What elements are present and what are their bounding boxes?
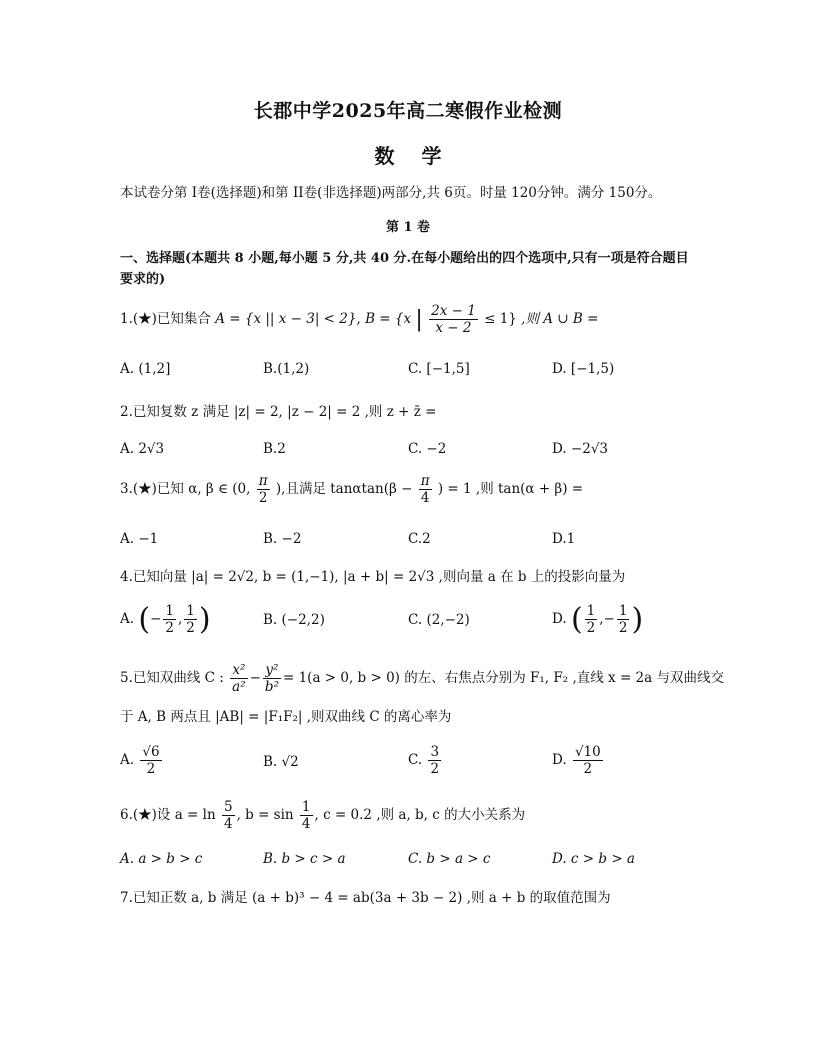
q4-option-c[interactable]: C. (2,−2) bbox=[408, 612, 470, 628]
q3-option-a[interactable]: A. −1 bbox=[120, 531, 159, 547]
q6-option-b[interactable]: B. b > c > a bbox=[263, 851, 346, 867]
q6-option-c[interactable]: C. b > a > c bbox=[408, 851, 491, 867]
q1-option-b[interactable]: B.(1,2) bbox=[263, 361, 310, 377]
q1-option-c[interactable]: C. [−1,5] bbox=[408, 361, 470, 377]
question-5-line-2: 于 A, B 两点且 |AB| = |F₁F₂| ,则双曲线 C 的离心率为 bbox=[120, 709, 452, 725]
q5-option-a[interactable]: A. $\frac{√6}{2}$ bbox=[120, 744, 160, 777]
q5-y-fraction: $\frac{\text{y²}}{\text{b²}}$ bbox=[264, 662, 279, 695]
q2-option-d[interactable]: D. −2√3 bbox=[552, 441, 609, 457]
q6-option-a[interactable]: A. a > b > c bbox=[120, 851, 203, 867]
q4-option-b[interactable]: B. (−2,2) bbox=[263, 612, 325, 628]
volume-heading: 第 1 卷 bbox=[385, 220, 431, 235]
q1-option-d[interactable]: D. [−1,5) bbox=[552, 361, 615, 377]
q5-option-d[interactable]: D. $\frac{√10}{2}$ bbox=[552, 744, 601, 777]
question-6: 6.(★)设 a = ln $\frac{5}{4}$ , b = sin $\frac{1}{4}$ , c = 0.2 ,则 a, b, c 的大小关系为 bbox=[120, 799, 526, 832]
q1-fraction: $\frac{2x - 1}{x - 2}$ bbox=[431, 303, 476, 336]
q1-prefix: 1.(★)已知集合 bbox=[120, 311, 211, 327]
q3-option-b[interactable]: B. −2 bbox=[263, 531, 302, 547]
q1-ask: ,则 A ∪ B = bbox=[521, 311, 599, 327]
question-5: 5.已知双曲线 C : $\frac{\text{x²}}{\text{a²}}$ − $\frac{\text{y²}}{\text{b²}}$ = 1(a > 0, b > 0) 的左、右焦点分别为 F₁, F₂ ,直线 x = 2a 与双曲线交 bbox=[120, 662, 724, 695]
q4-option-d[interactable]: D. ( $\frac{1}{2}$ ,− $\frac{1}{2}$ ) bbox=[552, 602, 644, 637]
q1-set-b-left: B = {x bbox=[365, 311, 412, 327]
q1-set-a: A = {x || x − 3| < 2} bbox=[215, 311, 357, 327]
subject-title: 数 学 bbox=[374, 144, 442, 168]
q5-option-b[interactable]: B. √2 bbox=[263, 754, 299, 770]
section-heading: 一、选择题(本题共 8 小题,每小题 5 分,共 40 分.在每小题给出的四个选项中,只有一项是符合题目要求的) bbox=[120, 251, 689, 287]
q3-fraction-1: $\frac{\pi}{2}$ bbox=[258, 473, 268, 506]
question-7: 7.已知正数 a, b 满足 (a + b)³ − 4 = ab(3a + 3b − 2) ,则 a + b 的取值范围为 bbox=[120, 890, 611, 906]
q3-fraction-2: $\frac{\pi}{4}$ bbox=[420, 473, 430, 506]
q5-x-fraction: $\frac{\text{x²}}{\text{a²}}$ bbox=[232, 662, 246, 695]
q1-set-b-right: ≤ 1} bbox=[484, 311, 517, 327]
question-4: 4.已知向量 |a| = 2√2, b = (1,−1), |a + b| = 2√3 ,则向量 a 在 b 上的投影向量为 bbox=[120, 569, 626, 585]
exam-instructions: 本试卷分第 I卷(选择题)和第 II卷(非选择题)两部分,共 6页。时量 120分钟。满分 150分。 bbox=[120, 185, 662, 201]
q1-option-a[interactable]: A. (1,2] bbox=[120, 361, 171, 377]
exam-title: 长郡中学2025年高二寒假作业检测 bbox=[253, 100, 563, 122]
q3-option-c[interactable]: C.2 bbox=[408, 531, 431, 547]
q4-option-a[interactable]: A. (− $\frac{1}{2}$ , $\frac{1}{2}$ ) bbox=[120, 602, 211, 637]
question-2: 2.已知复数 z 满足 |z| = 2, |z − 2| = 2 ,则 z + z̄ = bbox=[120, 404, 437, 420]
q6-option-d[interactable]: D. c > b > a bbox=[552, 851, 635, 867]
q2-option-b[interactable]: B.2 bbox=[263, 441, 286, 457]
q2-option-a[interactable]: A. 2√3 bbox=[120, 441, 165, 457]
q5-option-c[interactable]: C. $\frac{3}{2}$ bbox=[408, 744, 440, 777]
question-1: 1.(★)已知集合 A = {x || x − 3| < 2}, B = {x | $\frac{2x - 1}{x - 2}$ ≤ 1} ,则 A ∪ B = bbox=[120, 303, 599, 336]
q3-option-d[interactable]: D.1 bbox=[552, 531, 576, 547]
question-3: 3.(★)已知 α, β ∈ (0, $\frac{\pi}{2}$ ),且满足 tanαtan(β − $\frac{\pi}{4}$ ) = 1 ,则 tan(α + β) = bbox=[120, 473, 584, 506]
q2-option-c[interactable]: C. −2 bbox=[408, 441, 447, 457]
